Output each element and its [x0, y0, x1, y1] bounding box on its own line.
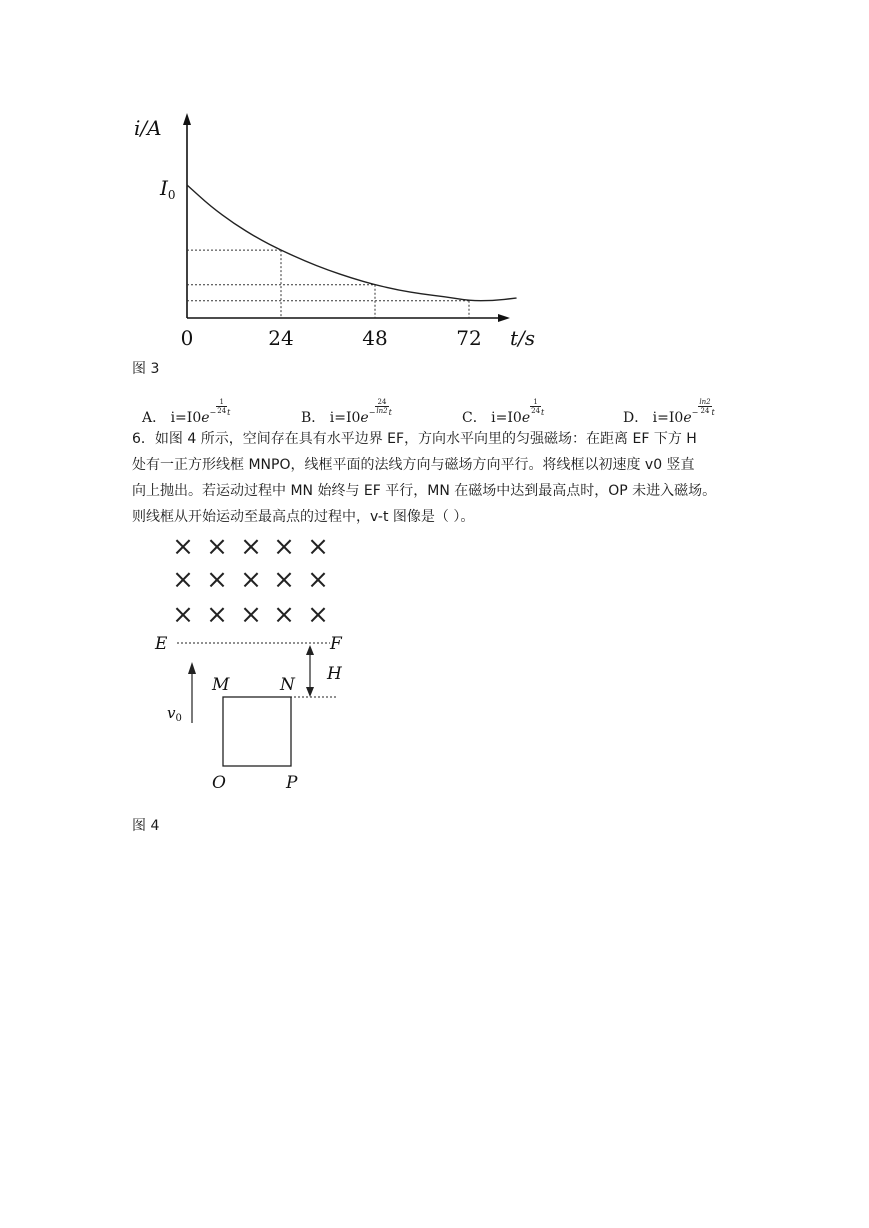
decay-curve	[187, 185, 516, 301]
option-prefix: i=I0	[166, 410, 202, 426]
label-e: E	[155, 634, 168, 654]
field-cross-0-3: ×	[273, 532, 295, 562]
label-n: N	[280, 675, 295, 695]
field-cross-2-1: ×	[206, 600, 228, 630]
question6-line-3: 向上抛出。若运动过程中 MN 始终与 EF 平行，MN 在磁场中达到最高点时，OP 未进入磁场。	[132, 483, 717, 499]
v0-arrow-head	[188, 662, 196, 674]
x-tick-label-72: 72	[456, 326, 482, 350]
option-letter: A．	[142, 410, 167, 426]
label-f: F	[330, 634, 342, 654]
option-d[interactable]	[623, 398, 715, 427]
field-cross-0-1: ×	[206, 532, 228, 562]
label-v0: $v_0$	[167, 704, 182, 724]
y-axis-label: i/A	[134, 116, 162, 140]
option-prefix: i=I0	[648, 410, 684, 426]
option-b[interactable]	[301, 398, 392, 427]
field-cross-0-2: ×	[240, 532, 262, 562]
h-arrow-up-head	[306, 645, 314, 655]
figure4-caption: 图 4	[132, 818, 160, 834]
x-tick-label-48: 48	[362, 326, 388, 350]
figure3-caption: 图 3	[132, 361, 160, 377]
option-a[interactable]	[142, 398, 230, 427]
field-cross-1-4: ×	[307, 565, 329, 595]
y-axis-arrow	[183, 113, 191, 125]
option-exponent: − 1 24 t	[209, 398, 231, 417]
option-base: e	[360, 410, 369, 426]
option-letter: B．	[301, 410, 326, 426]
option-prefix: i=I0	[486, 410, 522, 426]
x-axis-label: t/s	[510, 326, 536, 350]
field-cross-2-0: ×	[172, 600, 194, 630]
question6-line-2: 处有一正方形线框 MNPO，线框平面的法线方向与磁场方向平行。将线框以初速度 v0 竖直	[132, 457, 695, 473]
label-m: M	[212, 675, 230, 695]
field-cross-0-4: ×	[307, 532, 329, 562]
x-tick-label-24: 24	[268, 326, 294, 350]
field-cross-2-2: ×	[240, 600, 262, 630]
h-arrow-down-head	[306, 687, 314, 697]
field-cross-1-2: ×	[240, 565, 262, 595]
option-letter: D．	[623, 410, 649, 426]
option-letter: C．	[462, 410, 487, 426]
option-exponent: 1 24 t	[531, 398, 545, 417]
field-cross-2-3: ×	[273, 600, 295, 630]
option-prefix: i=I0	[325, 410, 361, 426]
option-base: e	[521, 410, 531, 426]
magnetic-field-crosses	[172, 532, 329, 630]
option-exponent: − ln2 24 t	[691, 398, 715, 417]
x-tick-label-0: 0	[180, 326, 194, 350]
figure3-chart	[130, 105, 550, 355]
x-tick-labels	[181, 326, 482, 350]
field-cross-1-3: ×	[273, 565, 295, 595]
field-cross-0-0: ×	[172, 532, 194, 562]
label-p: P	[286, 773, 298, 793]
option-exponent: − 24 ln2 t	[368, 398, 392, 417]
option-base: e	[683, 410, 692, 426]
question6-line-1: 6．如图 4 所示，空间存在具有水平边界 EF，方向水平向里的匀强磁场：在距离 EF 下方 H	[132, 431, 697, 447]
field-cross-1-1: ×	[206, 565, 228, 595]
field-cross-1-0: ×	[172, 565, 194, 595]
square-frame-mnpo	[223, 697, 291, 766]
question6-line-4: 则线框从开始运动至最高点的过程中，v-t 图像是（ ）。	[132, 509, 475, 525]
label-o: O	[212, 773, 226, 793]
option-base: e	[201, 410, 210, 426]
x-axis-arrow	[498, 314, 510, 322]
reference-lines	[187, 250, 469, 318]
figure4-diagram	[150, 528, 370, 798]
i0-label: $I_0$	[160, 176, 176, 202]
option-c[interactable]	[462, 398, 544, 427]
field-cross-2-4: ×	[307, 600, 329, 630]
label-h: H	[327, 664, 342, 684]
